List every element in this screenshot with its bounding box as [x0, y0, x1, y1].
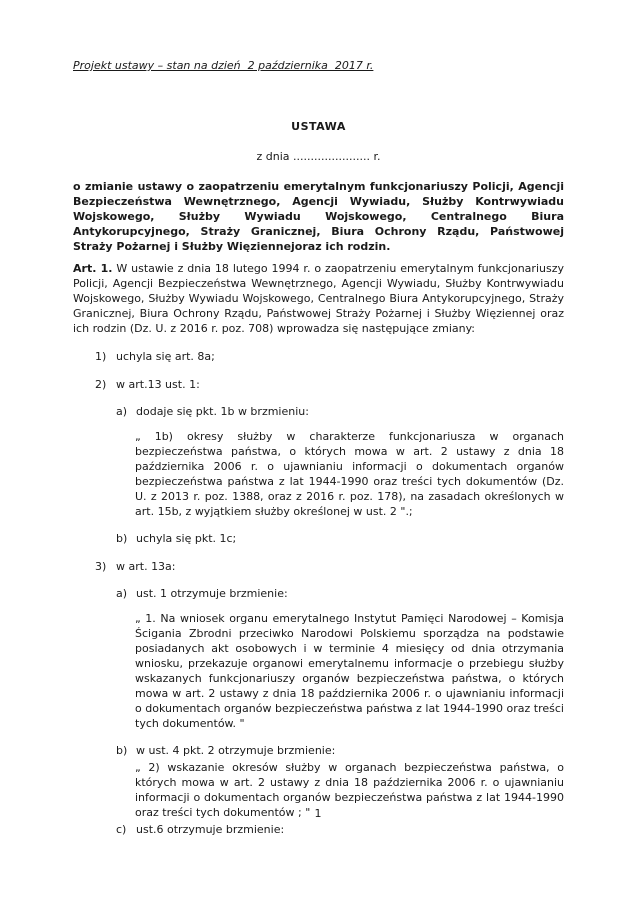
subitem-letter: a) — [116, 587, 128, 600]
quoted-provision-3b: „ 2) wskazanie okresów służby w organach bezpieczeństwa państwa, o których mowa w art. 2 ustawy z dnia 18 października 2006 r. o ujawnianiu informacji o dokumentach organów bezpieczeństwa państwa z lat 1944-1990 oraz treści tych dokumentów ; " — [135, 761, 564, 819]
subitem-3c — [116, 822, 564, 837]
item-number: 1) — [95, 350, 107, 363]
subitem-text: w ust. 4 pkt. 2 otrzymuje brzmienie: — [136, 744, 336, 757]
amendment-item-3 — [95, 559, 564, 574]
amendment-item-2 — [95, 377, 564, 392]
subitem-letter: a) — [116, 405, 128, 418]
item-number: 2) — [95, 378, 107, 391]
subitem-text: dodaje się pkt. 1b w brzmieniu: — [136, 405, 309, 418]
item-text: uchyla się art. 8a; — [116, 350, 215, 363]
date-placeholder-line: z dnia ...................... r. — [256, 150, 381, 163]
subitem-text: uchyla się pkt. 1c; — [136, 532, 237, 545]
subitem-text: ust.6 otrzymuje brzmienie: — [136, 823, 285, 836]
quoted-provision-3a: „ 1. Na wniosek organu emerytalnego Instytut Pamięci Narodowej – Komisja Ścigania Zbrodni przeciwko Narodowi Polskiemu sporządza na podstawie posiadanych akt osobowych i w terminie 4 miesięcy od dnia otrzymania wniosku, przekazuje organowi emerytalnemu informacje o przebiegu służby wskazanych funkcjonariuszy organów bezpieczeństwa państwa, o których mowa w art. 2 ustawy z dnia 18 października 2006 r. o ujawnianiu informacji o dokumentach organów bezpieczeństwa państwa z lat 1944-1990 oraz treści tych dokumentów. " — [135, 612, 564, 730]
item-text: w art.13 ust. 1: — [116, 378, 200, 391]
page-number: 1 — [314, 807, 322, 820]
act-subject: o zmianie ustawy o zaopatrzeniu emerytalnym funkcjonariuszy Policji, Agencji Bezpieczeństwa Wewnętrznego, Agencji Wywiadu, Służby Kontrwywiadu Wojskowego, Służby Wywiadu Wojskowego, Centralnego Biura Antykorupcyjnego, Straży Granicznej, Biura Ochrony Rządu, Państwowej Straży Pożarnej i Służby Więziennejoraz ich rodzin. — [73, 180, 564, 253]
quoted-provision-2a: „ 1b) okresy służby w charakterze funkcjonariusza w organach bezpieczeństwa państwa, o których mowa w art. 2 ustawy z dnia 18 października 2006 r. o ujawnianiu informacji o dokumentach organów bezpieczeństwa państwa z lat 1944-1990 oraz treści tych dokumentów (Dz. U. z 2013 r. poz. 1388, oraz z 2016 r. poz. 178), na zasadach określonych w art. 15b, z wyjątkiem służby określonej w ust. 2 ".; — [135, 430, 564, 518]
subitem-2a — [116, 404, 564, 419]
item-number: 3) — [95, 560, 107, 573]
subitem-3a — [116, 586, 564, 601]
document-title: USTAWA — [291, 120, 346, 133]
subitem-3b — [116, 743, 564, 758]
draft-status-note: Projekt ustawy – stan na dzień 2 października 2017 r. — [73, 59, 374, 72]
subitem-letter: c) — [116, 823, 127, 836]
article-1-paragraph — [73, 261, 564, 336]
article-1-text: W ustawie z dnia 18 lutego 1994 r. o zaopatrzeniu emerytalnym funkcjonariuszy Policji, Agencji Bezpieczeństwa Wewnętrznego, Agencji Wywiadu, Służby Kontrwywiadu Wojskowego, Służby Wywiadu Wojskowego, Centralnego Biura Antykorupcyjnego, Straży Granicznej, Biura Ochrony Rządu, Państwowej Straży Pożarnej i Służby Więziennej oraz ich rodzin (Dz. U. z 2016 r. poz. 708) wprowadza się następujące zmiany: — [73, 262, 564, 335]
subitem-letter: b) — [116, 532, 128, 545]
article-1-label: Art. 1. — [73, 262, 113, 275]
item-text: w art. 13a: — [116, 560, 176, 573]
subitem-text: ust. 1 otrzymuje brzmienie: — [136, 587, 288, 600]
amendment-item-1 — [95, 349, 564, 364]
subitem-letter: b) — [116, 744, 128, 757]
subitem-2b — [116, 531, 564, 546]
